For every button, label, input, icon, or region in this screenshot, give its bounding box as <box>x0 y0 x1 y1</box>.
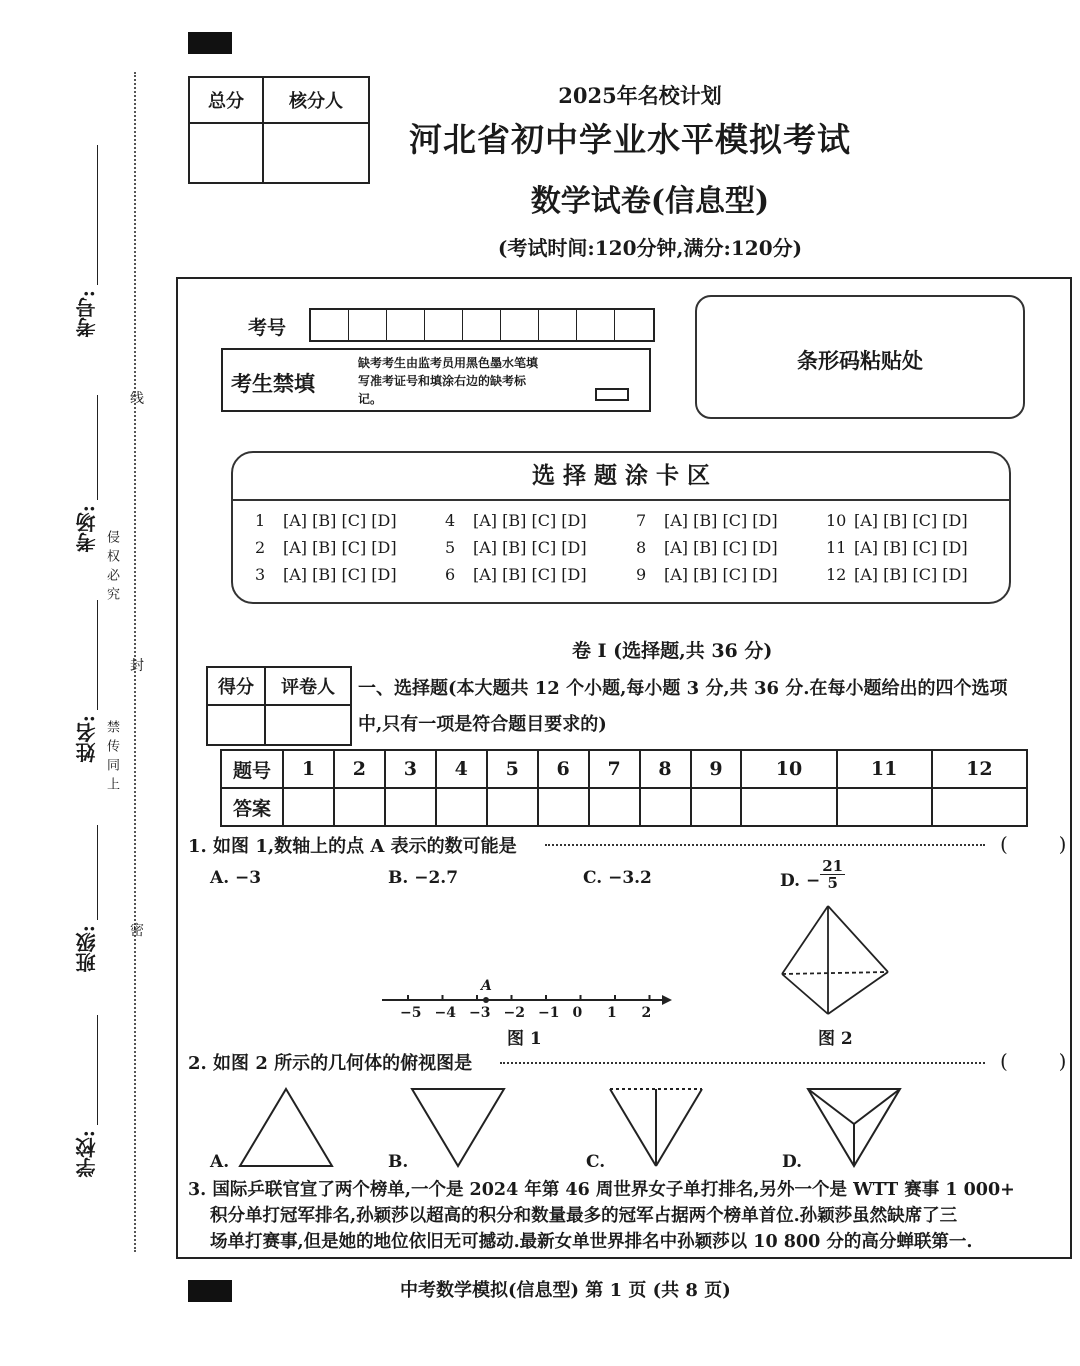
seal-text-copyright: 侵权必究 <box>104 530 119 606</box>
mcq-bubble-number: 8 <box>636 538 647 557</box>
exam-number-cell[interactable] <box>349 310 387 340</box>
mcq-bubble-title: 选 择 题 涂 卡 区 <box>233 457 1009 501</box>
mcq-bubble-options[interactable]: [A] [B] [C] [D] <box>283 565 397 584</box>
mcq-bubble-number: 1 <box>255 511 266 530</box>
answer-grid-answer-label: 答案 <box>221 788 283 826</box>
q1-option-d-denominator: 5 <box>827 874 838 892</box>
mcq-bubble-options[interactable]: [A] [B] [C] [D] <box>854 511 968 530</box>
registration-marker-bottom <box>188 1280 232 1302</box>
answer-grid-number: 3 <box>385 750 436 788</box>
q2-option-a-figure <box>236 1086 336 1170</box>
answer-cell[interactable] <box>932 788 1027 826</box>
answer-cell[interactable] <box>640 788 691 826</box>
mcq-bubble-number: 6 <box>445 565 456 584</box>
mcq-bubble-row[interactable] <box>636 534 778 561</box>
mcq-bubble-number: 2 <box>255 538 266 557</box>
exam-number-cell[interactable] <box>539 310 577 340</box>
mcq-bubble-options[interactable]: [A] [B] [C] [D] <box>854 565 968 584</box>
q3-line-2: 积分单打冠军排名,孙颖莎以超高的积分和数量最多的冠军占据两个榜单首位.孙颖莎虽然缺席了三 <box>210 1206 958 1226</box>
mcq-bubble-options[interactable]: [A] [B] [C] [D] <box>283 538 397 557</box>
section1-instruction-2: 中,只有一项是符合题目要求的) <box>358 714 607 735</box>
mcq-bubble-options[interactable]: [A] [B] [C] [D] <box>473 565 587 584</box>
mcq-bubble-options[interactable]: [A] [B] [C] [D] <box>854 538 968 557</box>
side-line-number <box>97 145 98 285</box>
section1-title: 卷 I (选择题,共 36 分) <box>572 640 773 662</box>
q3-line-3: 场单打赛事,但是她的地位依旧无可撼动.最新女单世界排名中孙颖莎以 10 800 分的高分蝉联第一. <box>210 1232 973 1252</box>
q1-stem: 1. 如图 1,数轴上的点 A 表示的数可能是 <box>188 836 517 857</box>
barcode-label: 条形码粘贴处 <box>797 348 923 373</box>
q2-option-a-label: A. <box>210 1152 230 1172</box>
mcq-bubble-number: 10 <box>826 511 847 530</box>
answer-grid-number: 4 <box>436 750 487 788</box>
answer-cell[interactable] <box>436 788 487 826</box>
mcq-bubble-number: 5 <box>445 538 456 557</box>
mcq-bubble-options[interactable]: [A] [B] [C] [D] <box>664 565 778 584</box>
q1-leader-dots <box>545 844 985 846</box>
seal-char-feng: 封 <box>130 658 144 674</box>
mcq-bubble-row[interactable] <box>445 534 587 561</box>
forbidden-box <box>221 348 651 412</box>
section1-grader-cell[interactable] <box>265 705 351 745</box>
answer-cell[interactable] <box>385 788 436 826</box>
answer-cell[interactable] <box>538 788 589 826</box>
side-line-room <box>97 395 98 500</box>
answer-grid-number: 11 <box>837 750 932 788</box>
exam-number-cell[interactable] <box>387 310 425 340</box>
mcq-bubble-number: 9 <box>636 565 647 584</box>
side-label-class: 班级: <box>75 925 99 973</box>
mcq-bubble-row[interactable] <box>445 561 587 588</box>
number-line-tick-label: 2 <box>641 1005 652 1021</box>
q2-option-c-label: C. <box>586 1152 606 1172</box>
exam-number-cell[interactable] <box>425 310 463 340</box>
number-line-tick-label: 0 <box>572 1005 583 1021</box>
mcq-bubble-row[interactable] <box>826 534 968 561</box>
exam-number-cell[interactable] <box>311 310 349 340</box>
mcq-bubble-options[interactable]: [A] [B] [C] [D] <box>473 511 587 530</box>
answer-cell[interactable] <box>589 788 640 826</box>
score-total-cell[interactable] <box>189 123 263 183</box>
number-line-tick-label: −3 <box>469 1005 491 1021</box>
mcq-bubble-row[interactable] <box>255 561 397 588</box>
answer-grid-number: 2 <box>334 750 385 788</box>
q1-option-d <box>780 858 845 891</box>
answer-grid <box>220 749 1028 827</box>
q1-option-d-numerator: 21 <box>822 857 844 875</box>
registration-marker-top <box>188 32 232 54</box>
mcq-bubble-number: 4 <box>445 511 456 530</box>
side-label-number: 考号: <box>75 290 99 338</box>
answer-grid-number: 8 <box>640 750 691 788</box>
seal-text-same: 禁传同上 <box>104 720 119 796</box>
q2-option-b-figure <box>408 1086 508 1170</box>
answer-cell[interactable] <box>487 788 538 826</box>
side-label-room: 考场: <box>75 505 99 553</box>
q2-leader-dots <box>500 1062 985 1064</box>
q3-line-1: 3. 国际乒联官宣了两个榜单,一个是 2024 年第 46 周世界女子单打排名,另外一个是 WTT 赛事 1 000+ <box>188 1180 1015 1200</box>
mcq-bubble-row[interactable] <box>636 507 778 534</box>
q1-option-d-prefix: D. − <box>780 870 821 891</box>
side-line-name <box>97 600 98 710</box>
answer-cell[interactable] <box>283 788 334 826</box>
score-checker-cell[interactable] <box>263 123 369 183</box>
section1-score-cell[interactable] <box>207 705 265 745</box>
exam-main-title: 河北省初中学业水平模拟考试 <box>409 120 851 159</box>
mcq-bubble-row[interactable] <box>826 507 968 534</box>
answer-grid-number-label: 题号 <box>221 750 283 788</box>
mcq-bubble-options[interactable]: [A] [B] [C] [D] <box>473 538 587 557</box>
exam-number-cell[interactable] <box>577 310 615 340</box>
page-footer: 中考数学模拟(信息型) 第 1 页 (共 8 页) <box>400 1280 731 1301</box>
mcq-bubble-options[interactable]: [A] [B] [C] [D] <box>283 511 397 530</box>
section1-instruction-1: 一、选择题(本大题共 12 个小题,每小题 3 分,共 36 分.在每小题给出的四个选项 <box>358 678 1008 699</box>
q1-option-b: B. −2.7 <box>388 868 459 888</box>
q2-option-b-label: B. <box>388 1152 409 1172</box>
exam-time-info: (考试时间:120分钟,满分:120分) <box>497 236 803 260</box>
answer-cell[interactable] <box>741 788 836 826</box>
mcq-bubble-row[interactable] <box>255 507 397 534</box>
section1-grader-label: 评卷人 <box>265 667 351 705</box>
seal-char-mi: 密 <box>130 923 144 939</box>
answer-cell[interactable] <box>334 788 385 826</box>
score-checker-label: 核分人 <box>263 77 369 123</box>
side-line-class <box>97 825 98 920</box>
forbidden-label: 考生禁填 <box>231 371 315 396</box>
exam-number-cells[interactable] <box>309 308 655 342</box>
q2-answer-paren: ( ) <box>1000 1049 1067 1073</box>
number-line-arrow <box>662 995 672 1005</box>
mcq-bubble-options[interactable]: [A] [B] [C] [D] <box>664 538 778 557</box>
answer-grid-number: 9 <box>691 750 742 788</box>
forbidden-note: 缺考考生由监考员用黑色墨水笔填写准考证号和填涂右边的缺考标记。 <box>358 356 539 406</box>
side-label-school: 学校: <box>75 1130 99 1178</box>
mcq-bubble-number: 3 <box>255 565 266 584</box>
exam-number-cell[interactable] <box>501 310 539 340</box>
answer-cell[interactable] <box>837 788 932 826</box>
q2-stem: 2. 如图 2 所示的几何体的俯视图是 <box>188 1053 473 1074</box>
number-line-tick-label: 1 <box>607 1005 617 1021</box>
mcq-bubble-row[interactable] <box>636 561 778 588</box>
barcode-area <box>695 295 1025 419</box>
exam-subject-title: 数学试卷(信息型) <box>530 184 770 219</box>
number-line-tick-label: −1 <box>538 1005 560 1021</box>
answer-grid-number: 5 <box>487 750 538 788</box>
q1-answer-paren: ( ) <box>1000 832 1067 856</box>
figure1-number-line <box>376 975 681 1025</box>
score-table <box>188 76 370 184</box>
figure2-tetrahedron <box>776 902 896 1022</box>
answer-grid-number: 7 <box>589 750 640 788</box>
q1-option-a: A. −3 <box>210 868 262 888</box>
answer-grid-number: 10 <box>741 750 836 788</box>
absent-mark-box[interactable] <box>595 388 629 401</box>
q2-option-c-figure <box>606 1086 706 1170</box>
seal-char-line: 线 <box>130 391 144 407</box>
figure2-label: 图 2 <box>818 1029 853 1049</box>
mcq-bubble-row[interactable] <box>826 561 968 588</box>
mcq-bubble-row[interactable] <box>255 534 397 561</box>
side-line-school <box>97 1015 98 1125</box>
mcq-bubble-number: 12 <box>826 565 847 584</box>
mcq-bubble-number: 11 <box>826 538 847 557</box>
section1-score-table <box>206 666 352 746</box>
q2-option-d-label: D. <box>782 1152 803 1172</box>
exam-number-label: 考号 <box>248 317 287 339</box>
exam-number-cell[interactable] <box>615 310 653 340</box>
exam-year-title: 2025年名校计划 <box>558 83 722 108</box>
mcq-bubble-row[interactable] <box>445 507 587 534</box>
answer-cell[interactable] <box>691 788 742 826</box>
answer-grid-number: 1 <box>283 750 334 788</box>
exam-number-cell[interactable] <box>463 310 501 340</box>
mcq-bubble-number: 7 <box>636 511 647 530</box>
point-a <box>483 997 489 1003</box>
q1-option-c: C. −3.2 <box>583 868 652 888</box>
number-line-tick-label: −5 <box>400 1005 422 1021</box>
mcq-bubble-options[interactable]: [A] [B] [C] [D] <box>664 511 778 530</box>
figure1-point-label: A <box>481 978 492 994</box>
section1-score-label: 得分 <box>207 667 265 705</box>
side-label-name: 姓名: <box>75 715 99 763</box>
score-total-label: 总分 <box>189 77 263 123</box>
answer-grid-number: 12 <box>932 750 1027 788</box>
q2-option-d-figure <box>804 1086 904 1170</box>
figure1-label: 图 1 <box>507 1029 542 1049</box>
number-line-tick-label: −4 <box>434 1005 456 1021</box>
number-line-tick-label: −2 <box>503 1005 525 1021</box>
answer-grid-number: 6 <box>538 750 589 788</box>
